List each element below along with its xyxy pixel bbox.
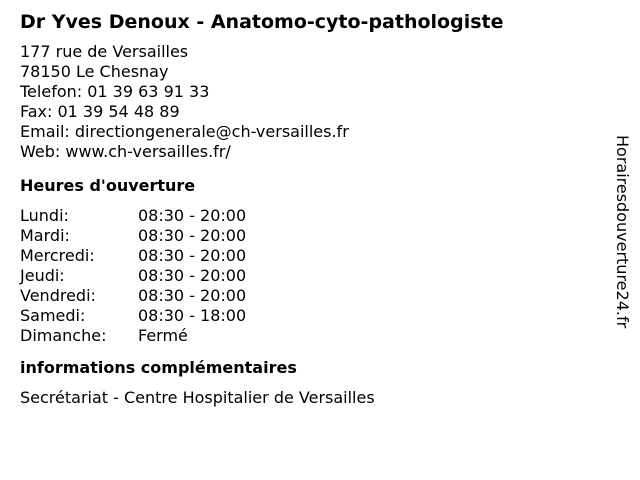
- opening-hours-table: [20, 206, 600, 346]
- website-link: Web: www.ch-versailles.fr/: [20, 142, 231, 161]
- hours-value: 08:30 - 20:00: [138, 266, 247, 285]
- hours-row-thursday: [20, 266, 600, 286]
- opening-hours-heading: Heures d'ouverture: [20, 176, 196, 195]
- day-label: Mercredi:: [20, 246, 95, 265]
- site-brand-vertical: Horairesdouverture24.fr: [613, 135, 632, 329]
- day-label: Vendredi:: [20, 286, 96, 305]
- hours-row-friday: [20, 286, 600, 306]
- hours-value: 08:30 - 18:00: [138, 306, 247, 325]
- day-label: Samedi:: [20, 306, 86, 325]
- contact-block: [20, 42, 600, 162]
- hours-row-saturday: [20, 306, 600, 326]
- address-line-1: 177 rue de Versailles: [20, 42, 189, 61]
- hours-row-tuesday: [20, 226, 600, 246]
- page-title: Dr Yves Denoux - Anatomo-cyto-pathologiste: [20, 11, 504, 33]
- day-label: Mardi:: [20, 226, 70, 245]
- business-details: [20, 10, 600, 408]
- day-label: Lundi:: [20, 206, 69, 225]
- email-address: Email: directiongenerale@ch-versailles.fr: [20, 122, 349, 141]
- hours-row-monday: [20, 206, 600, 226]
- hours-row-sunday: [20, 326, 600, 346]
- address-line-2: 78150 Le Chesnay: [20, 62, 169, 81]
- additional-info-text: Secrétariat - Centre Hospitalier de Versailles: [20, 388, 375, 407]
- day-label: Dimanche:: [20, 326, 107, 345]
- hours-row-wednesday: [20, 246, 600, 266]
- phone-number: Telefon: 01 39 63 91 33: [20, 82, 210, 101]
- hours-value: 08:30 - 20:00: [138, 246, 247, 265]
- hours-value: 08:30 - 20:00: [138, 286, 247, 305]
- hours-value: 08:30 - 20:00: [138, 206, 247, 225]
- hours-value: Fermé: [138, 326, 188, 345]
- day-label: Jeudi:: [20, 266, 65, 285]
- hours-value: 08:30 - 20:00: [138, 226, 247, 245]
- fax-number: Fax: 01 39 54 48 89: [20, 102, 180, 121]
- additional-info-heading: informations complémentaires: [20, 358, 297, 377]
